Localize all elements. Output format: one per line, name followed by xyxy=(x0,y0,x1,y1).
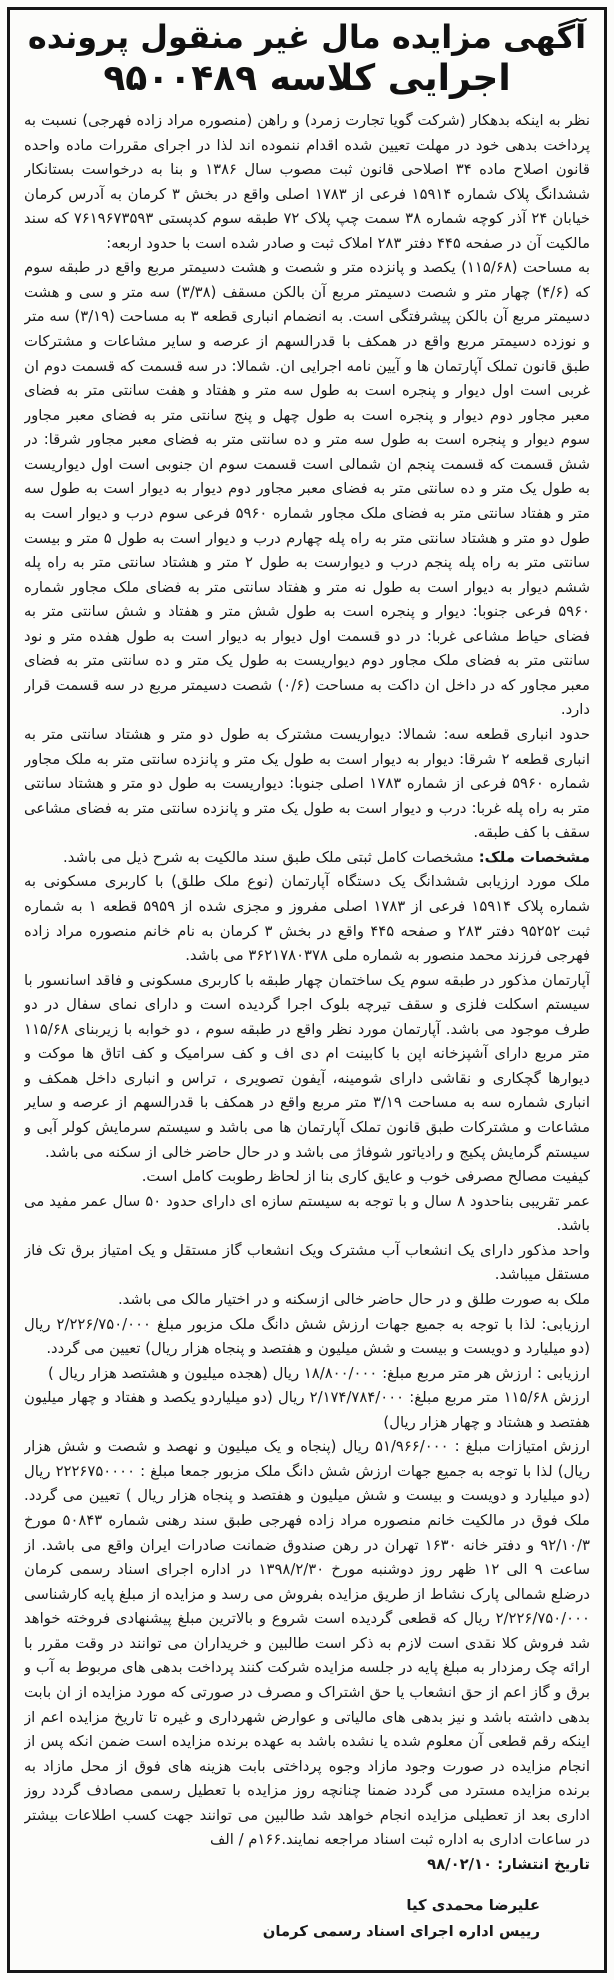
notice-title-line-1: آگهی مزایده مال غیر منقول پرونده xyxy=(27,18,587,56)
signatory-title: رییس اداره اجرای اسناد رسمی کرمان xyxy=(262,1922,540,1940)
publish-date-label: تاریخ انتشار: xyxy=(497,1855,590,1873)
notice-body xyxy=(24,109,590,1944)
notice-title-line-2: اجرایی کلاسه ۹۵۰۰۴۸۹ xyxy=(103,58,511,100)
property-specs-label: مشخصات ملک: xyxy=(478,848,590,866)
notice-title xyxy=(24,18,590,101)
occupancy-paragraph: ملک به صورت طلق و در حال حاضر خالی ازسکنه و در اختیار مالک می باشد. xyxy=(117,1290,590,1308)
utilities-paragraph: واحد مذکور دارای یک انشعاب آب مشترک ویک انشعاب گاز مستقل و یک امتیاز برق تک فاز مستقل میباشد. xyxy=(24,1241,590,1284)
publish-date-line xyxy=(24,1853,590,1878)
building-age-paragraph: عمر تقریبی بناحدود ۸ سال و با توجه به سیستم سازه ای دارای حدود ۵۰ سال عمر مفید می باشد. xyxy=(24,1192,590,1235)
valuation-total-paragraph: ارزیابی: لذا با توجه به جمیع جهات ارزش شش دانگ ملک مزبور مبلغ ۲/۲۲۶/۷۵۰/۰۰۰ ریال (دو میلیارد و دویست و بیست و شش میلیون و هفتصد و پنجاه هزار ریال) تعیین می گردد. xyxy=(24,1315,590,1358)
intro-paragraph: نظر به اینکه بدهکار (شرکت گویا تجارت زمرد) و راهن (منصوره مراد زاده فهرجی) نسبت به پرداخت بدهی خود در مهلت تعیین شده اقدام ننموده اند لذا در اجرای مقررات ماده واحده قانون اصلاح ماده ۳۴ اصلاحی قانون ثبت مصوب سال ۱۳۸۶ و بنا به درخواست بستانکار ششدانگ پلاک شماره ۱۵۹۱۴ فرعی از ۱۷۸۳ اصلی واقع در بخش ۳ کرمان به آدرس کرمان خیابان ۲۴ آذر کوچه شماره ۳۸ سمت چپ پلاک ۷۲ طبقه سوم کدپستی ۷۶۱۹۶۷۳۵۹۳ که سند مالکیت آن در صفحه ۴۴۵ دفتر ۲۸۳ املاک ثبت و صادر شده است با حدود اربعه: xyxy=(24,111,590,252)
boundaries-paragraph: به مساحت (۱۱۵/۶۸) یکصد و پانزده متر و شصت و هشت دسیمتر مربع واقع در طبقه سوم که (۴/۶) چهار متر و شصت دسیمتر مربع آن بالکن مسقف (۳/۳۸) سه متر و سی و هشت دسیمتر مربع آن بالکن پیشرفتگی است. به انضمام انباری قطعه ۳ به مساحت (۳/۱۹) سه متر و نوزده دسیمتر مربع واقع در همکف با قدرالسهم از عرصه و سایر مشاعات و مشترکات طبق قانون تملک آپارتمان ها و آیین نامه اجرایی ان. شمالا: در سه قسمت که قسمت دوم ان غربی است اول دیوار و پنجره است به طول سه متر و هفتاد و هفت سانتی متر به فضای معبر مجاور دوم دیوار و پنجره است به طول چهل و پنج سانتی متر به فضای معبر مجاور سوم دیوار و پنجره است به طول سه متر و ده سانتی متر به فضای معبر مجاور شرقا: در شش قسمت که قسمت پنجم ان شمالی است قسمت سوم ان جنوبی است اول دیواریست به طول یک متر و ده سانتی متر به فضای معبر مجاور دوم دیوار به دیوار است به طول سه متر و هفتاد سانتی متر به فضای ملک مجاور شماره ۵۹۶۰ فرعی سوم درب و دیوار است به طول دو متر و هشتاد سانتی متر به راه پله چهارم درب و دیوار است به طول ۵ متر و بیست سانتی متر به راه پله پنجم درب و دیوارست به طول ۲ متر و هشتاد سانتی متر به راه پله ششم دیوار به دیوار است به طول نه متر و هفتاد سانتی متر به فضای ملک مجاور شماره ۵۹۶۰ فرعی جنوبا: دیوار و پنجره است به طول شش متر و هفتاد و شش سانتی متر به فضای حیاط مشاعی غربا: در دو قسمت اول دیوار به دیوار است به طول هفده متر و نود سانتی متر به فضای ملک مجاور دوم دیواریست به طول یک متر و ده سانتی متر به فضای معبر مجاور که در داخل ان داکت به مساحت (۰/۶) شصت دسیمتر مربع در سه قسمت قرار دارد. xyxy=(24,259,590,719)
notice-border xyxy=(7,7,607,1973)
materials-quality-paragraph: کیفیت مصالح مصرفی خوب و عایق کاری بنا از لحاظ رطوبت کامل است. xyxy=(141,1168,590,1186)
building-description-paragraph: آپارتمان مذکور در طبقه سوم یک ساختمان چهار طبقه با کاربری مسکونی و فاقد اسانسور با سیستم اسکلت فلزی و سقف تیرچه بلوک اجرا گردیده است و دارای نمای سفال در دو طرف موجود می باشد. آپارتمان مورد نظر واقع در طبقه سوم ، دو خوابه با زیربنای ۱۱۵/۶۸ متر مربع دارای آشپزخانه اپن با کابینت ام دی اف و کف سرامیک و کف اتاق ها موکت و دیوارها گچکاری و نقاشی دارای شومینه، آیفون تصویری ، تراس و انباری داخل همکف و انباری شماره سه به مساحت ۳/۱۹ متر مربع واقع در همکف با قدرالسهم از عرصه و سایر مشاعات و مشترکات طبق قانون تملک آپارتمان ها می باشد و سیستم سرمایش کولر آبی و سیستم گرمایش پکیج و رادیاتور شوفاژ می باشد و در حال حاضر خالی از سکنه می باشد. xyxy=(24,971,590,1161)
registration-paragraph: ملک مورد ارزیابی ششدانگ یک دستگاه آپارتمان (نوع ملک طلق) با کاربری مسکونی به شماره پلاک ۱۵۹۱۴ فرعی از ۱۷۸۳ اصلی مفروز و مجزی شده از ۵۹۵۹ قطعه ۱ به شماره ثبت ۹۵۲۵۲ دفتر ۲۸۳ و صفحه ۴۴۵ واقع در بخش ۳ کرمان به نام خانم منصوره مراد زاده فهرجی فرزند محمد منصور به شماره ملی ۳۶۲۱۷۸۰۳۷۸ می باشد. xyxy=(24,873,590,965)
auction-terms-paragraph: ارزش امتیازات مبلغ : ۵۱/۹۶۶/۰۰۰ ریال (پنجاه و یک میلیون و نهصد و شصت و شش هزار ریال) لذا با توجه به جمیع جهات ارزش شش دانگ ملک مزبور جمعا مبلغ : ۲۲۲۶۷۵۰۰۰۰ ریال (دو میلیارد و دویست و بیست و شش میلیون و هفتصد و پنجاه هزار ریال ) تعیین می گردد. ملک فوق در مالکیت خانم منصوره مراد زاده فهرجی طبق سند رهنی شماره ۵۰۸۴۳ مورخ ۹۲/۱۰/۳ و دفتر خانه ۱۶۳۰ تهران در رهن صندوق ضمانت صادرات ایران واقع می باشد. از ساعت ۹ الی ۱۲ ظهر روز دوشنبه مورخ ۱۳۹۸/۲/۳۰ در اداره اجرای اسناد رسمی کرمان درضلع شمالی پارک نشاط از طریق مزایده بفروش می رسد و مزایده از مبلغ پایه کارشناسی ۲/۲۲۶/۷۵۰/۰۰۰ ریال که قطعی گردیده است شروع و بالاترین مبلغ پیشنهادی فروخته خواهد شد فروش کلا نقدی است لازم به ذکر است طالبین و خریداران می توانند در وقت مقرر با ارائه چک رمزدار به مبلغ پایه در جلسه مزایده شرکت کنند پرداخت بدهی های مربوط به آب و برق و گاز اعم از حق انشعاب یا حق اشتراک و مصرف در صورتی که مورد مزایده از ان بابت بدهی داشته باشد و نیز بدهی های مالیاتی و عوارض شهرداری و غیره تا تاریخ مزایده اعم از اینکه رقم قطعی آن معلوم شده یا نشده باشد به عهده برنده مزایده است ضمن انکه پس از انجام مزایده در صورت وجود مازاد وجوه پرداختی بابت هزینه های فوق از محل مازاد به برنده مزایده مسترد می گردد ضمنا چنانچه روز مزایده با تعطیل رسمی مصادف گردد روز اداری بعد از تعطیلی مزایده انجام خواهد شد طالبین می توانند جهت کسب اطلاعات بیشتر در ساعات اداری به اداره ثبت اسناد مراجعه نمایند.۱۶۶م / الف xyxy=(24,1438,590,1849)
publish-date-value: ۹۸/۰۲/۱۰ xyxy=(427,1855,493,1873)
signature-block xyxy=(24,1893,590,1943)
storage-boundaries-paragraph: حدود انباری قطعه سه: شمالا: دیواریست مشترک به طول دو متر و هشتاد سانتی متر به انباری قطعه ۲ شرقا: دیوار به دیوار است به طول یک متر و پانزده سانتی متر به ملک مجاور شماره ۵۹۶۰ فرعی از شماره ۱۷۸۳ اصلی جنوبا: دیواریست به طول دو متر و هشتاد سانتی متر به راه پله غربا: درب و دیوار است به طول یک متر و پانزده سانتی متر به فضای مشاعی سقف با کف طبقه. xyxy=(24,726,590,842)
valuation-area-paragraph: ارزش ۱۱۵/۶۸ متر مربع مبلغ: ۲/۱۷۴/۷۸۴/۰۰۰ ریال (دو میلیاردو یکصد و هفتاد و چهار میلیون هفتصد و هشتاد و چهار هزار ریال) xyxy=(24,1389,590,1431)
valuation-per-sqm-paragraph: ارزیابی : ارزش هر متر مربع مبلغ: ۱۸/۸۰۰/۰۰۰ ریال (هجده میلیون و هشتصد هزار ریال ) xyxy=(48,1364,590,1382)
signatory-name: علیرضا محمدی کیا xyxy=(406,1897,540,1915)
property-specs-paragraph xyxy=(24,846,590,871)
property-specs-text: مشخصات کامل ثبتی ملک طبق سند مالکیت به شرح ذیل می باشد. xyxy=(62,848,474,866)
